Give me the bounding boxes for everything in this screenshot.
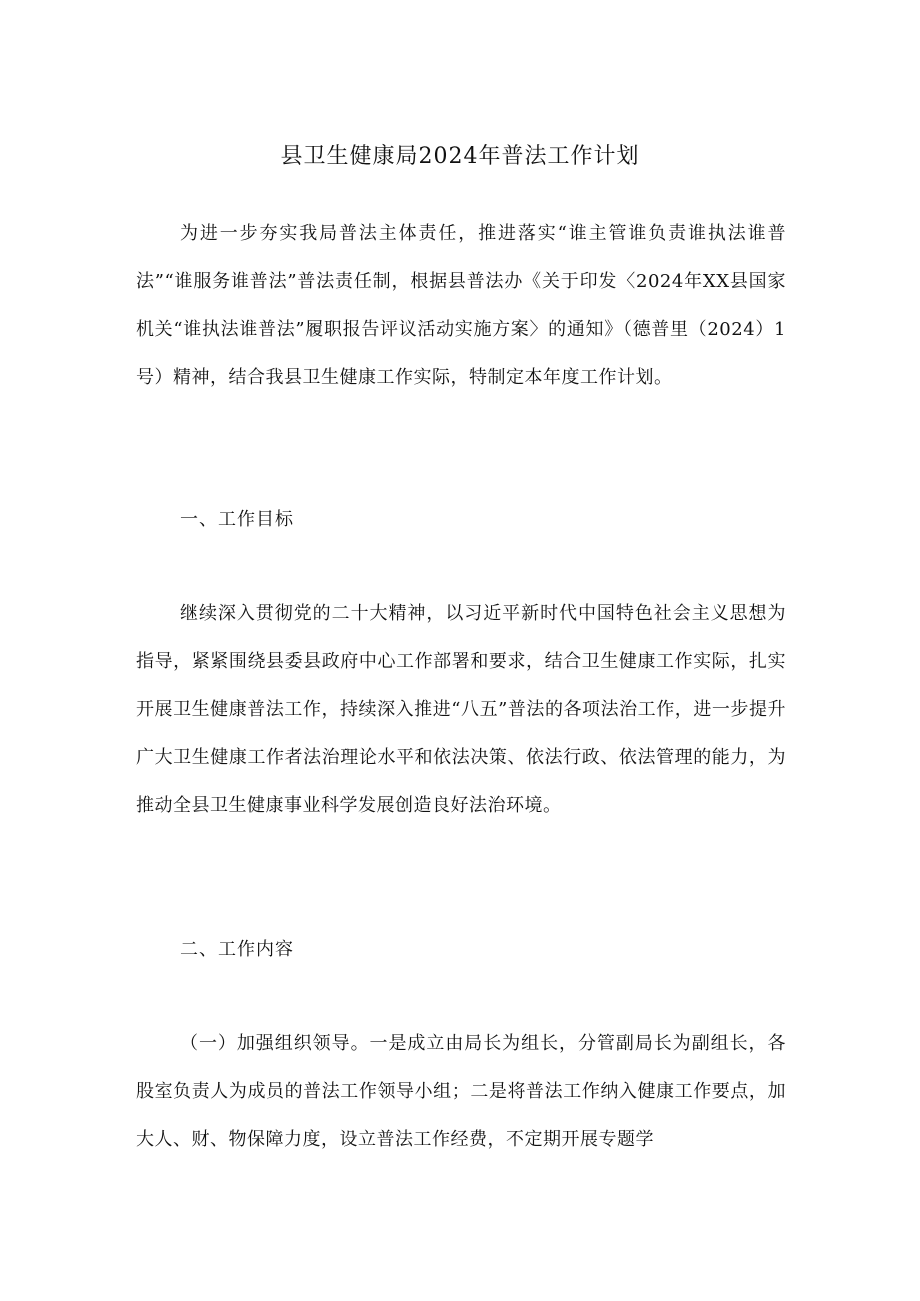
section-heading-content: 二、工作内容 [180,939,294,960]
section-heading-goal: 一、工作目标 [180,509,294,530]
intro-paragraph: 为进一步夯实我局普法主体责任，推进落实“谁主管谁负责谁执法谁普法”“谁服务谁普法”普法责任制，根据县普法办《关于印发〈2024年XX县国家机关“谁执法谁普法”履职报告评议活动实施方案〉的通知》（德普里（2024）1号）精神，结合我县卫生健康工作实际，特制定本年度工作计划。 [136,223,786,388]
document-title: 县卫生健康局2024年普法工作计划 [280,144,640,169]
section-content-paragraph: （一）加强组织领导。一是成立由局长为组长，分管副局长为副组长，各股室负责人为成员的普法工作领导小组；二是将普法工作纳入健康工作要点，加大人、财、物保障力度，设立普法工作经费，不定期开展专题学 [136,1033,786,1150]
section-goal-paragraph: 继续深入贯彻党的二十大精神，以习近平新时代中国特色社会主义思想为指导，紧紧围绕县委县政府中心工作部署和要求，结合卫生健康工作实际，扎实开展卫生健康普法工作，持续深入推进“八五”普法的各项法治工作，进一步提升广大卫生健康工作者法治理论水平和依法决策、依法行政、依法管理的能力，为推动全县卫生健康事业科学发展创造良好法治环境。 [136,603,786,816]
